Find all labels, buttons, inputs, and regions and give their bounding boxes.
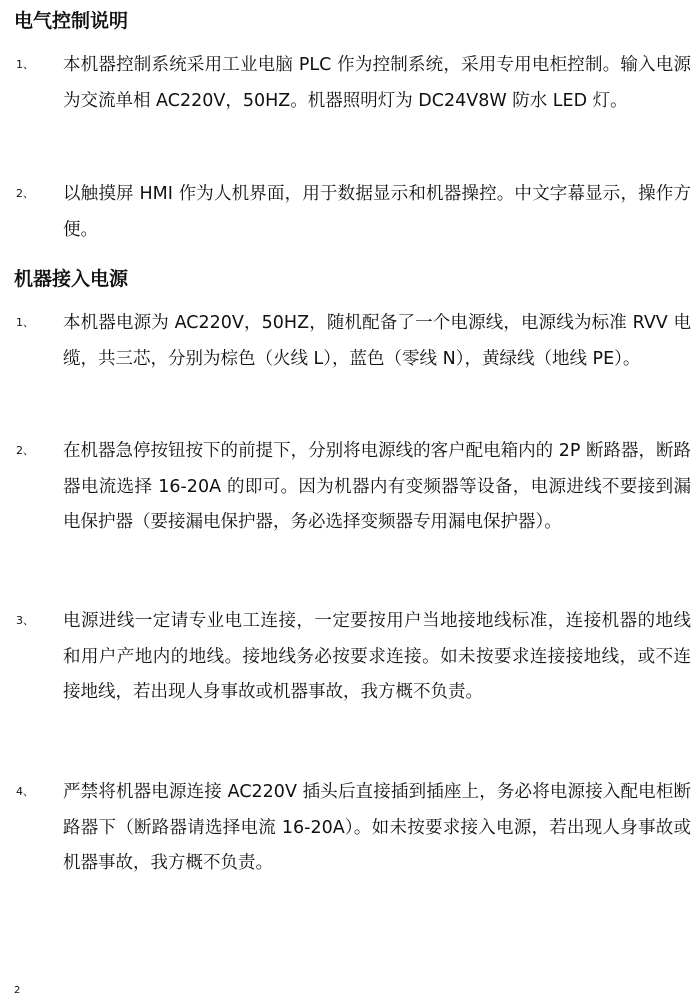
section-heading-electrical-control: 电气控制说明: [14, 10, 129, 32]
list-item-number: 1、: [16, 58, 34, 71]
list-item-number: 4、: [16, 785, 34, 798]
list-item-number: 2、: [16, 444, 34, 457]
section-heading-power-connection: 机器接入电源: [14, 268, 129, 290]
list-item-number: 2、: [16, 187, 34, 200]
list-item-text: 电源进线一定请专业电工连接，一定要按用户当地接地线标准，连接机器的地线和用户产地内的地线。接地线务必按要求连接。如未按要求连接接地线，或不连接地线，若出现人身事故或机器事故，我方概不负责。: [63, 611, 691, 703]
list-item-text: 严禁将机器电源连接 AC220V 插头后直接插到插座上，务必将电源接入配电柜断路器下（断路器请选择电流 16-20A）。如未按要求接入电源，若出现人身事故或机器事故，我方概不负责。: [63, 782, 691, 874]
list-item-text: 本机器电源为 AC220V，50HZ，随机配备了一个电源线，电源线为标准 RVV 电缆，共三芯，分别为棕色（火线 L），蓝色（零线 N），黄绿线（地线 PE）。: [63, 313, 691, 369]
list-item-text: 本机器控制系统采用工业电脑 PLC 作为控制系统，采用专用电柜控制。输入电源为交流单相 AC220V，50HZ。机器照明灯为 DC24V8W 防水 LED 灯。: [63, 55, 691, 111]
list-item-text: 以触摸屏 HMI 作为人机界面，用于数据显示和机器操控。中文字幕显示，操作方便。: [63, 184, 691, 240]
list-item-text: 在机器急停按钮按下的前提下，分别将电源线的客户配电箱内的 2P 断路器，断路器电流选择 16-20A 的即可。因为机器内有变频器等设备，电源进线不要接到漏电保护器（要接漏电保护器，务必选择变频器专用漏电保护器）。: [63, 441, 691, 533]
page-number: 2: [14, 985, 21, 996]
list-item-number: 1、: [16, 316, 34, 329]
list-item-number: 3、: [16, 614, 34, 627]
